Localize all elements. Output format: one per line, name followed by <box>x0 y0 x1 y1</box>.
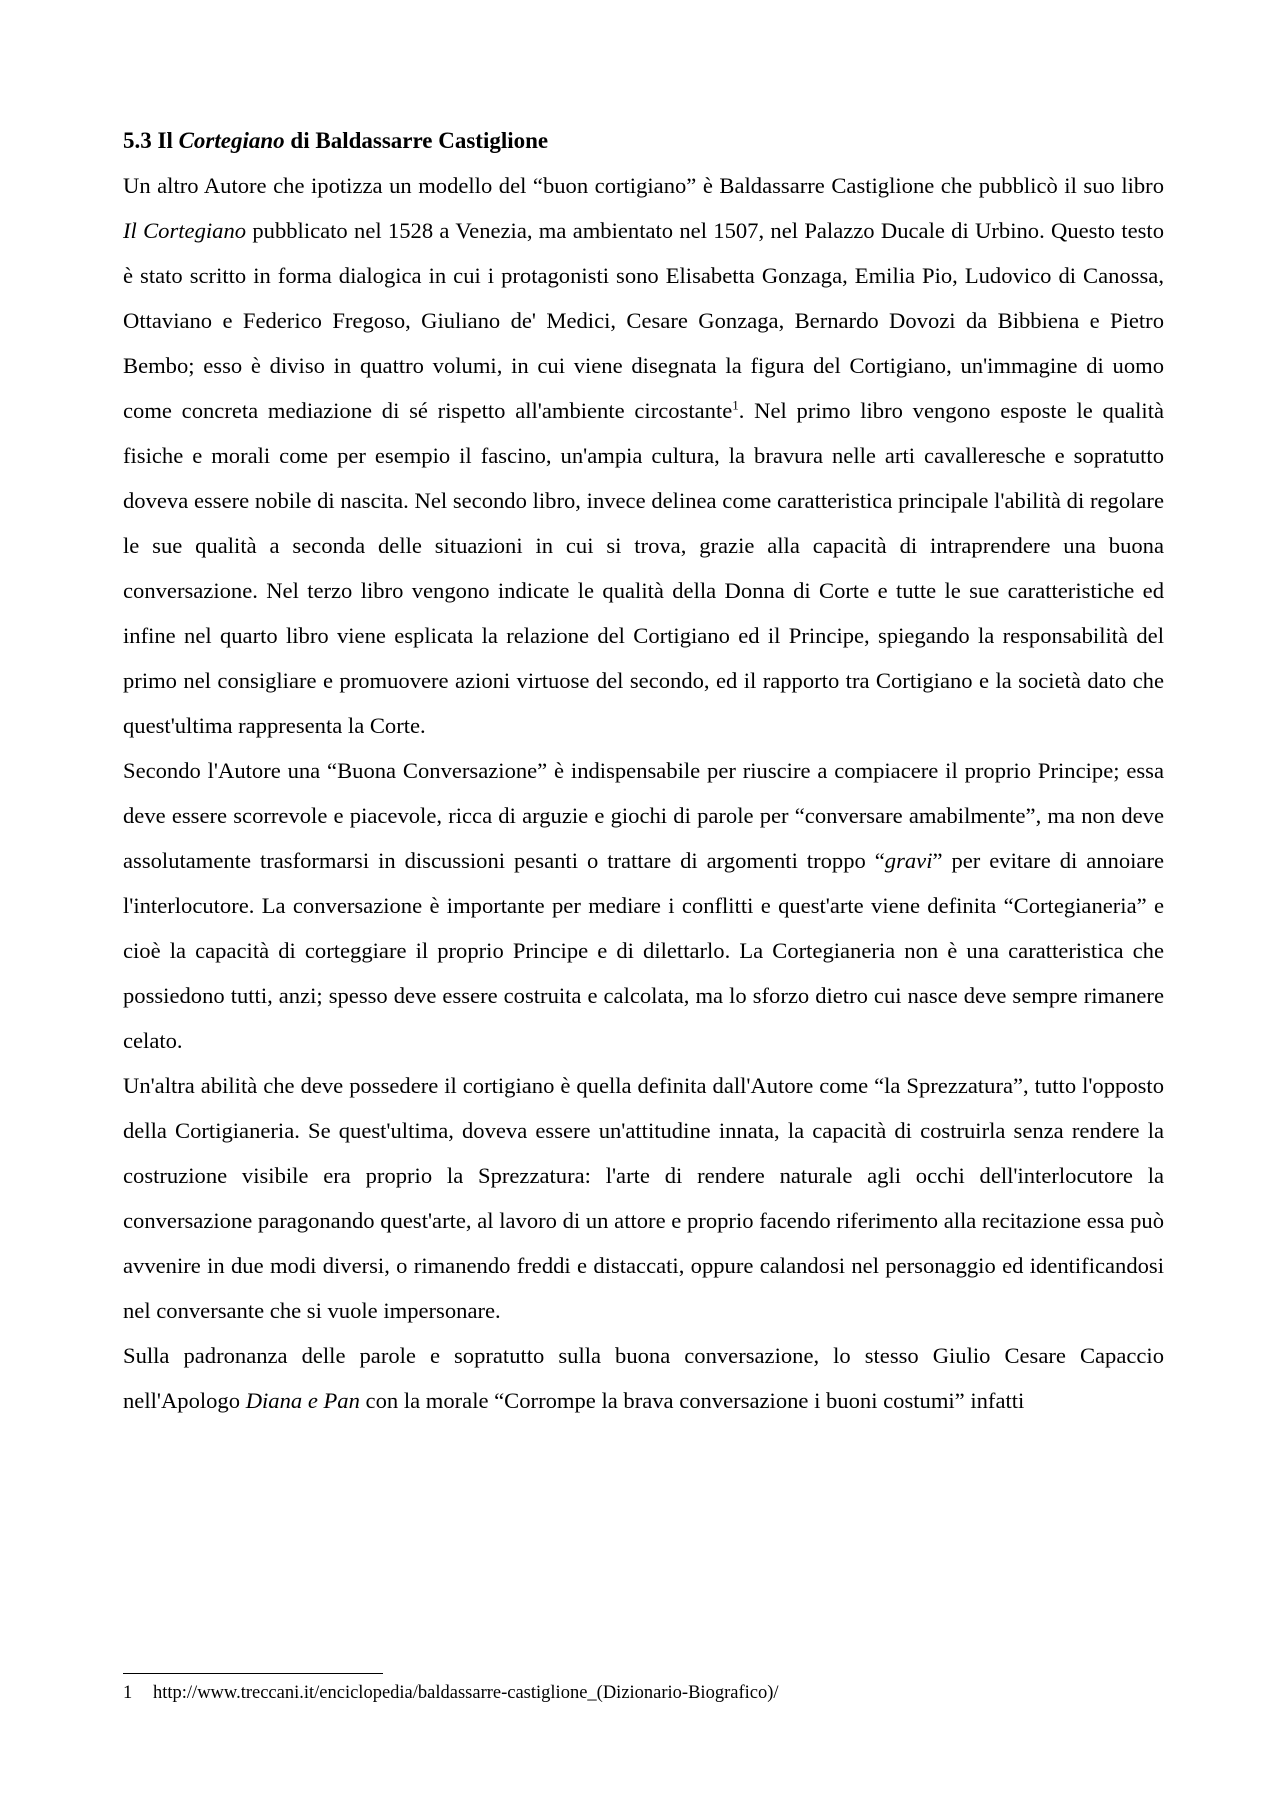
paragraph-4-text-c: con la morale “Corrompe la brava conversazione i buoni costumi” infatti <box>359 1388 1025 1413</box>
paragraph-4-text-a: Sulla padronanza delle parole e sopratutto sulla buona conversazione, lo stesso Giulio Cesare Capaccio nell'Apologo <box>123 1343 1164 1413</box>
footnote-reference[interactable]: 1 <box>732 397 739 413</box>
paragraph-2-text-a: Secondo l'Autore una “Buona Conversazione” è indispensabile per riuscire a compiacere il proprio Principe; essa deve essere scorrevole e piacevole, ricca di arguzie e giochi di parole per “conversare amabilmente”, ma non deve assolutamente trasformarsi in discussioni pesanti o trattare di argomenti troppo “ <box>123 758 1164 873</box>
heading-rest: di Baldassarre Castiglione <box>284 128 549 153</box>
section-heading <box>123 118 1164 163</box>
book-title-italic: Il Cortegiano <box>123 218 247 243</box>
paragraph-4 <box>123 1333 1164 1423</box>
footnote-number: 1 <box>123 1683 133 1703</box>
footnote-link[interactable]: http://www.treccani.it/enciclopedia/baldassarre-castiglione_(Dizionario-Biografico)/ <box>153 1683 779 1703</box>
paragraph-1 <box>123 163 1164 748</box>
paragraph-1-text-c: pubblicato nel 1528 a Venezia, ma ambientato nel 1507, nel Palazzo Ducale di Urbino. Questo testo è stato scritto in forma dialogica in cui i protagonisti sono Elisabetta Gonzaga, Emilia Pio, Ludovico di Canossa, Ottaviano e Federico Fregoso, Giuliano de' Medici, Cesare Gonzaga, Bernardo Dovozi da Bibbiena e Pietro Bembo; esso è diviso in quattro volumi, in cui viene disegnata la figura del Cortigiano, un'immagine di uomo come concreta mediazione di sé rispetto all'ambiente circostante <box>123 218 1164 423</box>
gravi-italic: gravi <box>884 848 933 873</box>
paragraph-2 <box>123 748 1164 1063</box>
paragraph-2-text-c: ” per evitare di annoiare l'interlocutore. La conversazione è importante per mediare i conflitti e quest'arte viene definita “Cortegianeria” e cioè la capacità di corteggiare il proprio Principe e di dilettarlo. La Cortegianeria non è una caratteristica che possiedono tutti, anzi; spesso deve essere costruita e calcolata, ma lo sforzo dietro cui nasce deve sempre rimanere celato. <box>123 848 1165 1053</box>
paragraph-1-text-a: Un altro Autore che ipotizza un modello del “buon cortigiano” è Baldassarre Castiglione che pubblicò il suo libro <box>123 173 1164 198</box>
page-body <box>123 118 1164 1423</box>
apologo-title-italic: Diana e Pan <box>245 1388 360 1413</box>
footnote-separator <box>123 1673 383 1674</box>
heading-number: 5.3 Il <box>123 128 179 153</box>
heading-title-italic: Cortegiano <box>178 128 285 153</box>
paragraph-3: Un'altra abilità che deve possedere il cortigiano è quella definita dall'Autore come “la Sprezzatura”, tutto l'opposto della Cortigianeria. Se quest'ultima, doveva essere un'attitudine innata, la capacità di costruirla senza rendere la costruzione visibile era proprio la Sprezzatura: l'arte di rendere naturale agli occhi dell'interlocutore la conversazione paragonando quest'arte, al lavoro di un attore e proprio facendo riferimento alla recitazione essa può avvenire in due modi diversi, o rimanendo freddi e distaccati, oppure calandosi nel personaggio ed identificandosi nel conversante che si vuole impersonare. <box>123 1073 1164 1323</box>
footnote <box>123 1680 1164 1706</box>
paragraph-1-text-d: . Nel primo libro vengono esposte le qualità fisiche e morali come per esempio il fascino, un'ampia cultura, la bravura nelle arti cavalleresche e sopratutto doveva essere nobile di nascita. Nel secondo libro, invece delinea come caratteristica principale l'abilità di regolare le sue qualità a seconda delle situazioni in cui si trova, grazie alla capacità di intraprendere una buona conversazione. Nel terzo libro vengono indicate le qualità della Donna di Corte e tutte le sue caratteristiche ed infine nel quarto libro viene esplicata la relazione del Cortigiano ed il Principe, spiegando la responsabilità del primo nel consigliare e promuovere azioni virtuose del secondo, ed il rapporto tra Cortigiano e la società dato che quest'ultima rappresenta la Corte. <box>123 398 1164 738</box>
